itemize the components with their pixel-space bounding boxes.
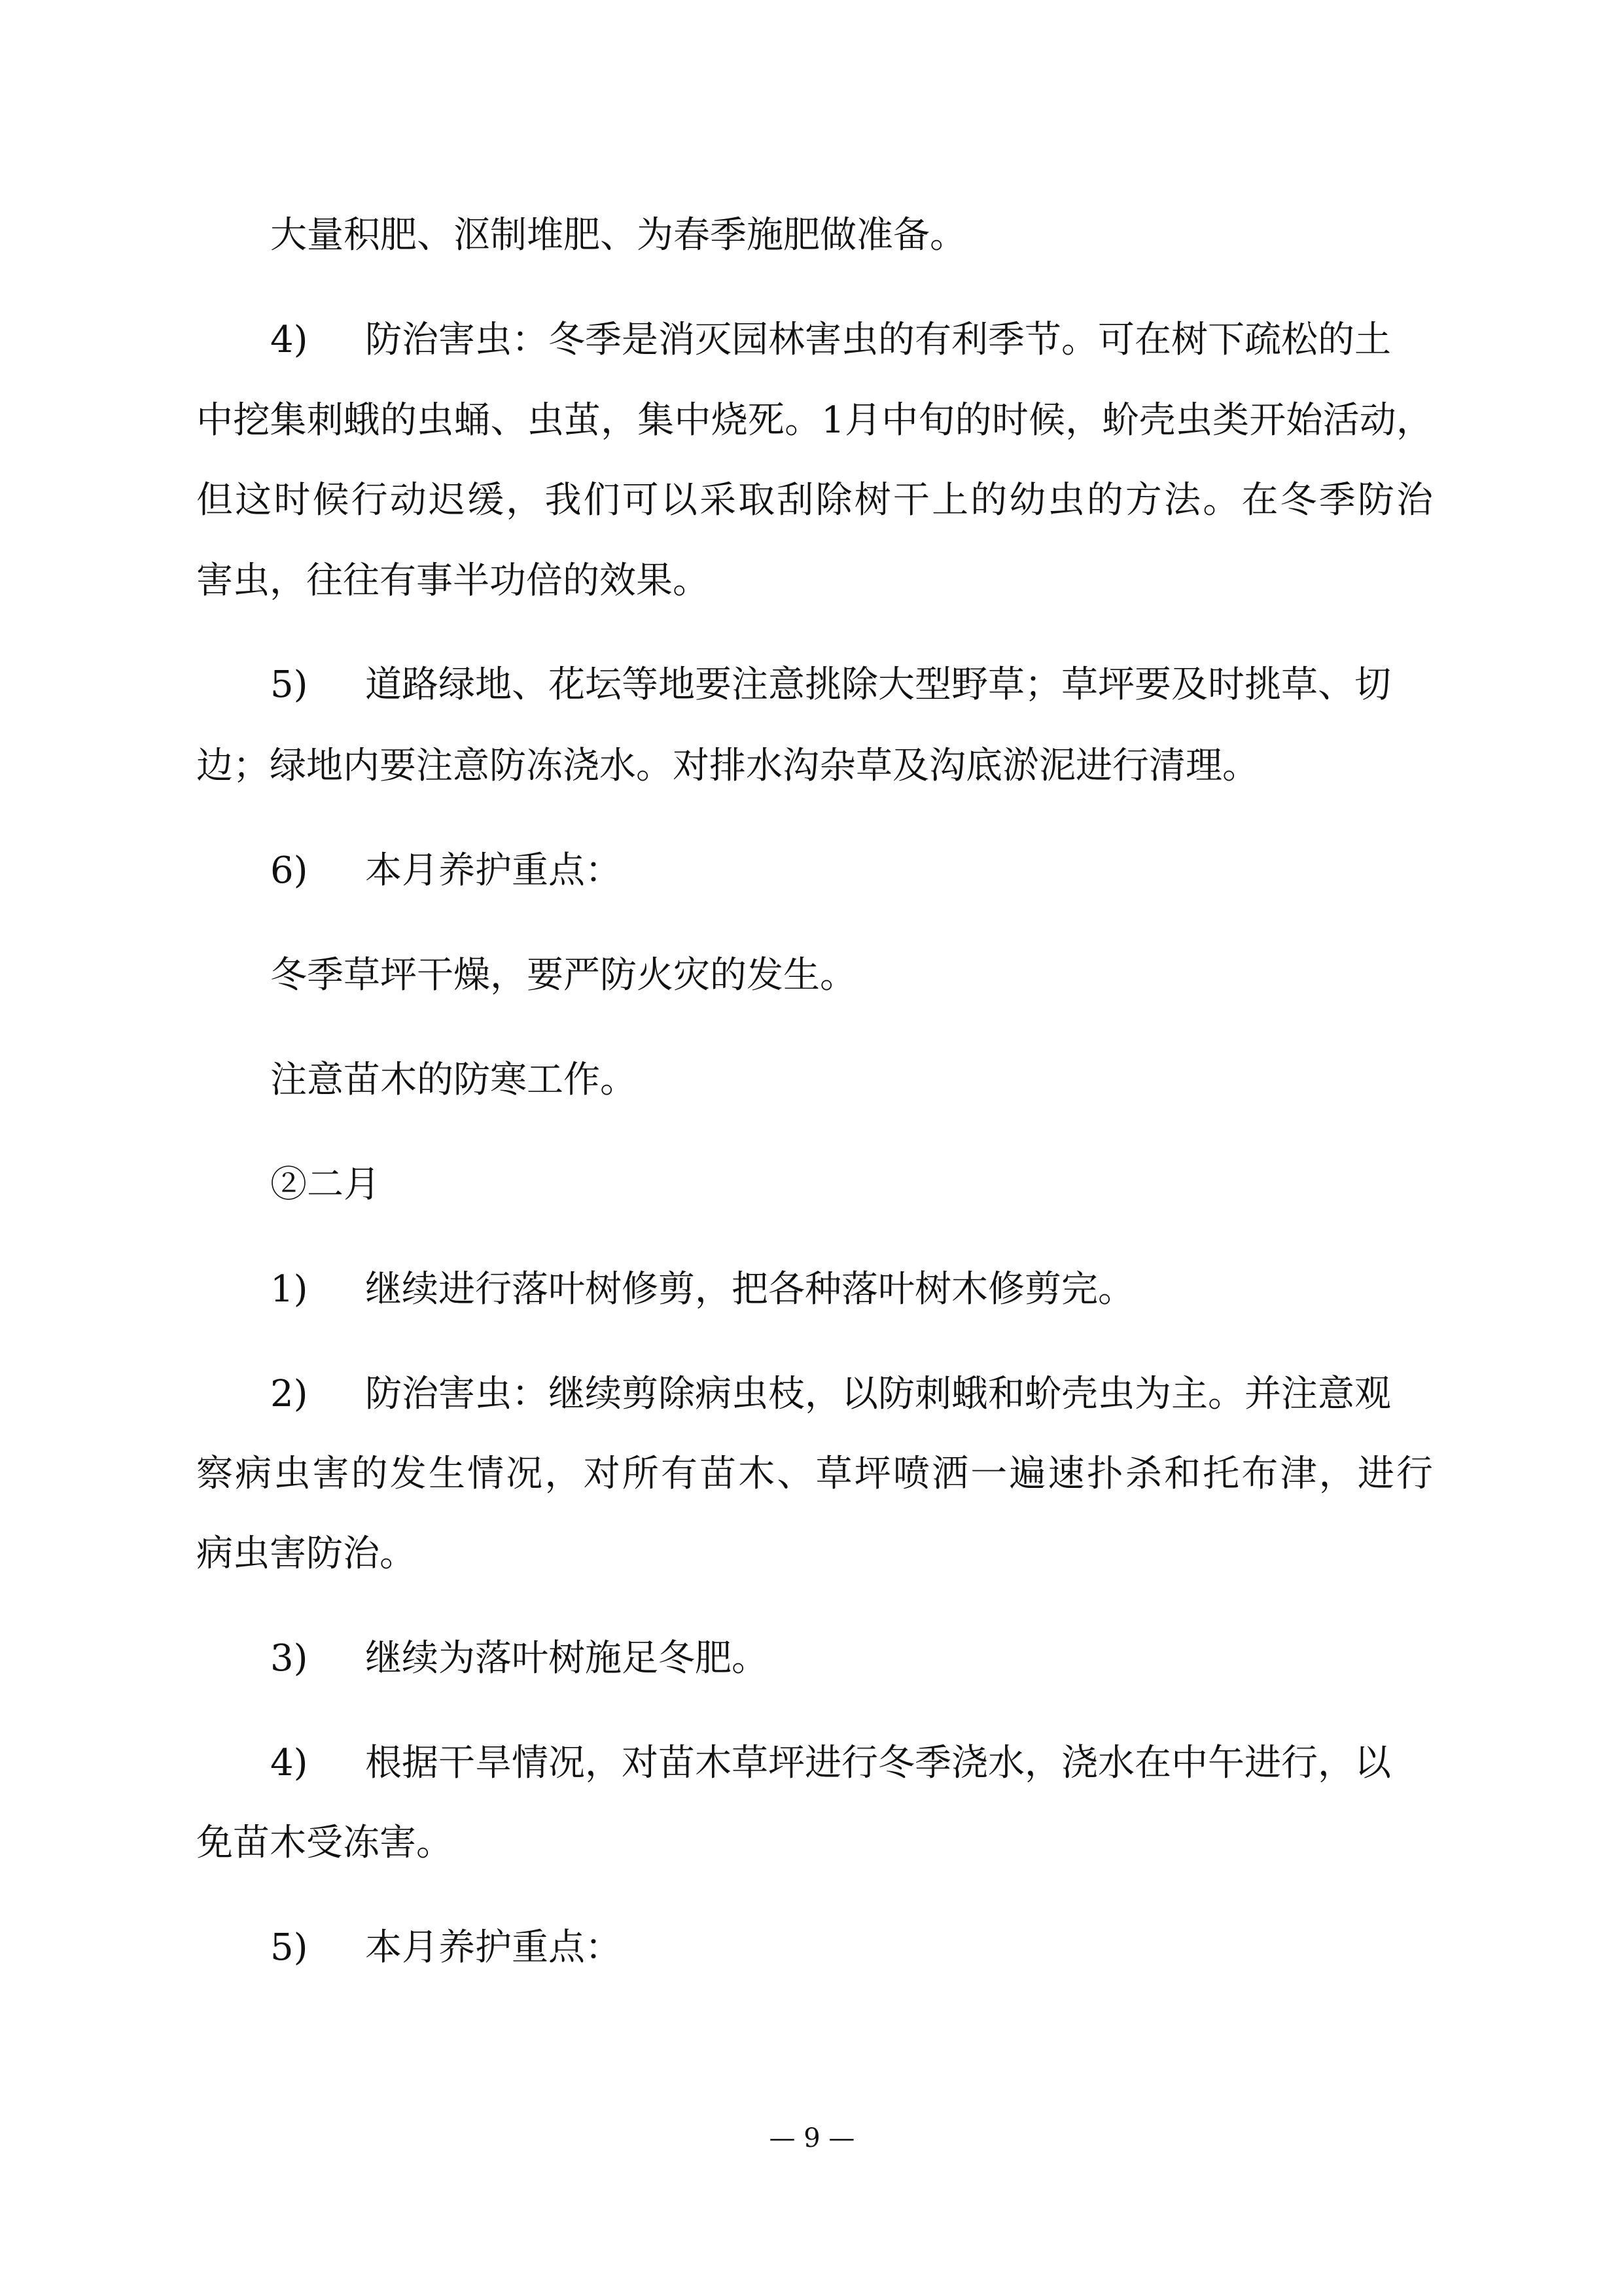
list-number: 1): [270, 1268, 308, 1311]
list-number: 4): [270, 319, 308, 361]
list-number: 6): [270, 849, 308, 892]
list-number: 5): [270, 1926, 308, 1969]
list-item-text: 继续进行落叶树修剪，把各种落叶树木修剪完。: [365, 1268, 1135, 1311]
page-number: — 9 —: [769, 2123, 855, 2153]
list-item-3: [270, 1636, 768, 1682]
list-item-5: [270, 1925, 622, 1971]
list-item-text: 防治害虫：冬季是消灭园林害虫的有利季节。可在树下疏松的土: [365, 319, 1391, 361]
list-item-text: 本月养护重点：: [365, 1926, 622, 1969]
list-item-2: [270, 1371, 1391, 1417]
list-number: 3): [270, 1637, 308, 1680]
list-number: 5): [270, 663, 308, 706]
list-item-text: 根据干旱情况，对苗木草坪进行冬季浇水，浇水在中午进行，以: [365, 1742, 1391, 1784]
list-item-6: [270, 848, 622, 894]
paragraph-line: 察病虫害的发生情况，对所有苗木、草坪喷洒一遍速扑杀和托布津，进行: [196, 1453, 1433, 1495]
paragraph-line: 病虫害防治。: [196, 1532, 416, 1575]
list-item-text: 防治害虫：继续剪除病虫枝，以防刺蛾和蚧壳虫为主。并注意观: [365, 1373, 1391, 1415]
paragraph-line: 冬季草坪干燥，要严防火灾的发生。: [270, 954, 856, 997]
list-item-4: [270, 1740, 1391, 1786]
list-item-text: 继续为落叶树施足冬肥。: [365, 1637, 768, 1680]
paragraph-line: 害虫，往往有事半功倍的效果。: [196, 559, 709, 602]
paragraph-line: 注意苗木的防寒工作。: [270, 1059, 637, 1101]
list-item-text: 道路绿地、花坛等地要注意挑除大型野草；草坪要及时挑草、切: [365, 663, 1391, 706]
paragraph-line: 但这时候行动迟缓，我们可以采取刮除树干上的幼虫的方法。在冬季防治: [196, 479, 1433, 521]
paragraph-line: 免苗木受冻害。: [196, 1822, 453, 1864]
list-item-1: [270, 1267, 1135, 1313]
list-number: 4): [270, 1742, 308, 1784]
paragraph-line: 大量积肥、沤制堆肥、为春季施肥做准备。: [270, 214, 966, 256]
paragraph-line: 边；绿地内要注意防冻浇水。对排水沟杂草及沟底淤泥进行清理。: [196, 745, 1259, 787]
list-item-5: [270, 662, 1391, 708]
list-number: 2): [270, 1373, 308, 1415]
list-item-text: 本月养护重点：: [365, 849, 622, 892]
paragraph-line: 中挖集刺蛾的虫蛹、虫茧，集中烧死。1月中旬的时候，蚧壳虫类开始活动，: [196, 399, 1433, 442]
section-heading: ②二月: [270, 1163, 380, 1206]
list-item-4: [270, 317, 1391, 363]
